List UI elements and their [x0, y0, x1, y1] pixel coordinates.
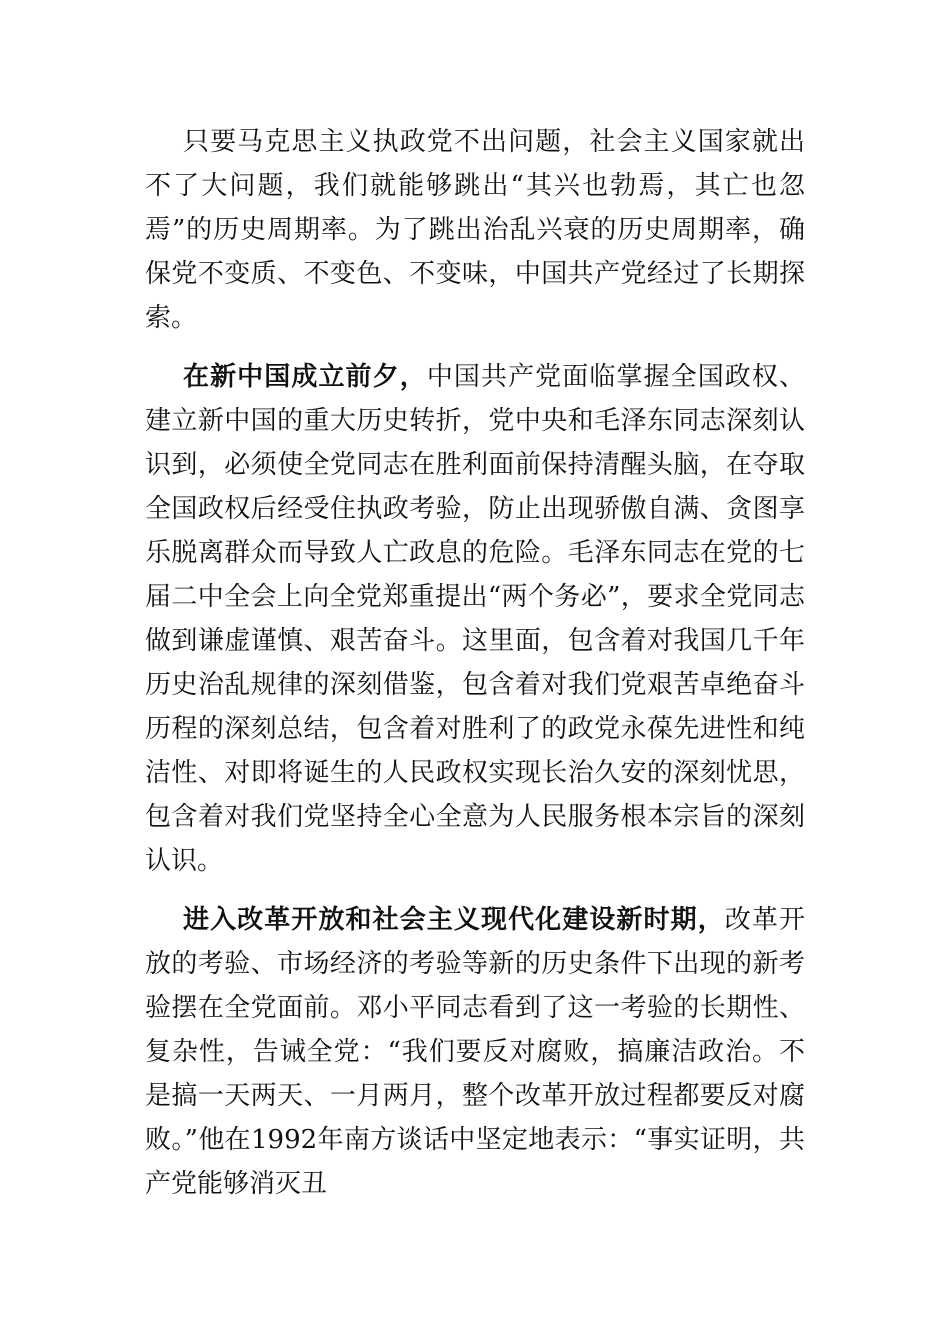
paragraph-2-text: 中国共产党面临掌握全国政权、建立新中国的重大历史转折，党中央和毛泽东同志深刻认识到，必须使全党同志在胜利面前保持清醒头脑，在夺取全国政权后经受住执政考验，防止出现骄傲自满、贪图享乐脱离群众而导致人亡政息的危险。毛泽东同志在党的七届二中全会上向全党郑重提出“两个务必”，要求全党同志做到谦虚谨慎、艰苦奋斗。这里面，包含着对我国几千年历史治乱规律的深刻借鉴，包含着对我们党艰苦卓绝奋斗历程的深刻总结，包含着对胜利了的政党永葆先进性和纯洁性、对即将诞生的人民政权实现长治久安的深刻忧思，包含着对我们党坚持全心全意为人民服务根本宗旨的深刻认识。	[145, 362, 805, 876]
paragraph-3-text: 改革开放的考验、市场经济的考验等新的历史条件下出现的新考验摆在全党面前。邓小平同志看到了这一考验的长期性、复杂性，告诫全党：“我们要反对腐败，搞廉洁政治。不是搞一天两天、一月两月，整个改革开放过程都要反对腐败。”他在1992年南方谈话中坚定地表示：“事实证明，共产党能够消灭丑	[145, 905, 805, 1199]
paragraph-2-lead: 在新中国成立前夕，	[183, 362, 427, 392]
paragraph-1	[145, 120, 805, 340]
paragraph-3	[145, 898, 805, 1206]
paragraph-3-lead: 进入改革开放和社会主义现代化建设新时期，	[183, 905, 725, 935]
document-body	[145, 120, 805, 1221]
paragraph-1-text: 只要马克思主义执政党不出问题，社会主义国家就出不了大问题，我们就能够跳出“其兴也勃焉，其亡也忽焉”的历史周期率。为了跳出治乱兴衰的历史周期率，确保党不变质、不变色、不变味，中国共产党经过了长期探索。	[145, 127, 805, 333]
paragraph-2	[145, 355, 805, 883]
